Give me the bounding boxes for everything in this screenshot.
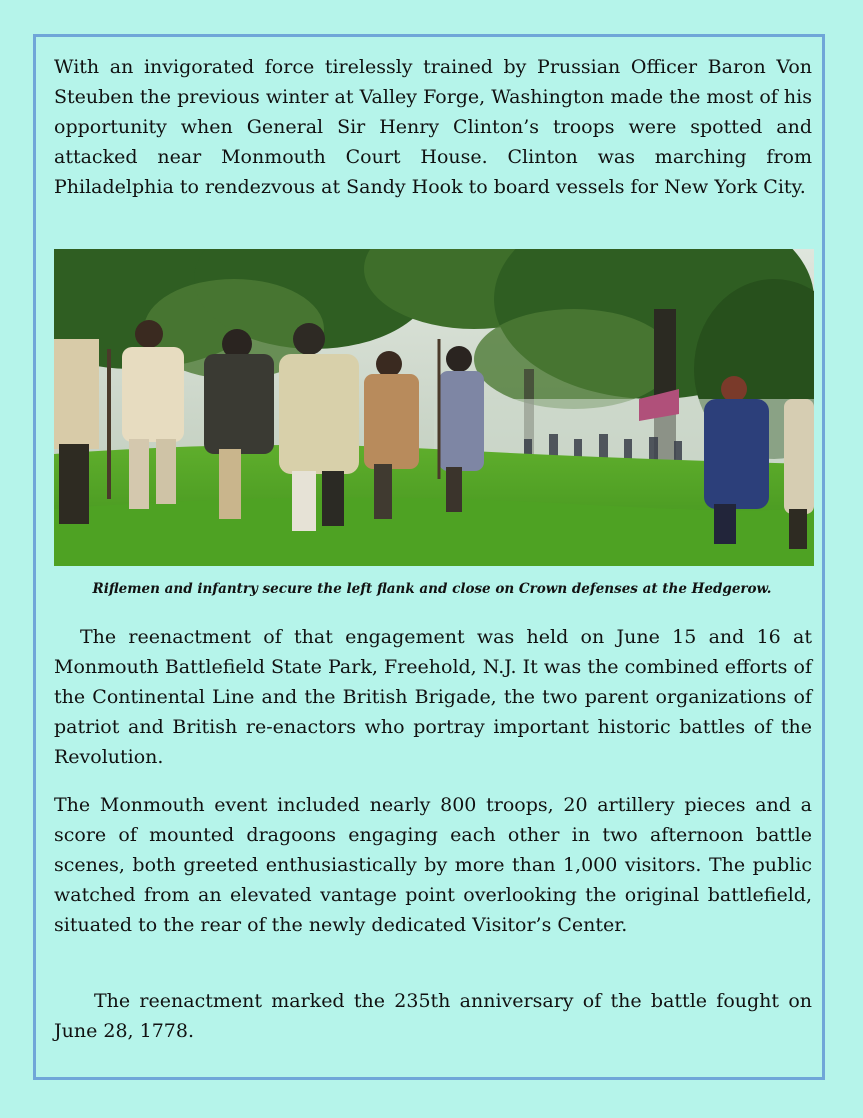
anniversary-paragraph: The reenactment marked the 235th anniversary of the battle fought on June 28, 1778. bbox=[54, 990, 812, 1042]
photo-caption: Riflemen and infantry secure the left flank and close on Crown defenses at the Hedgerow. bbox=[92, 581, 772, 597]
battle-reenactment-photo bbox=[54, 249, 814, 566]
reenactment-paragraph: The reenactment of that engagement was held on June 15 and 16 at Monmouth Battlefield State Park, Freehold, N.J. It was the combined efforts of the Continental Line and the British Brigade, the two parent organizations of patriot and British re-enactors who portray important historic battles of the Revolution. bbox=[54, 626, 812, 768]
article-frame bbox=[33, 34, 825, 1080]
intro-paragraph: With an invigorated force tirelessly trained by Prussian Officer Baron Von Steuben the previous winter at Valley Forge, Washington made the most of his opportunity when General Sir Henry Clinton’s troops were spotted and attacked near Monmouth Court House. Clinton was marching from Philadelphia to rendezvous at Sandy Hook to board vessels for New York City. bbox=[54, 56, 812, 198]
event-details-paragraph: The Monmouth event included nearly 800 troops, 20 artillery pieces and a score of mounted dragoons engaging each other in two afternoon battle scenes, both greeted enthusiastically by more than 1,000 visitors. The public watched from an elevated vantage point overlooking the original battlefield, situated to the rear of the newly dedicated Visitor’s Center. bbox=[54, 794, 812, 936]
